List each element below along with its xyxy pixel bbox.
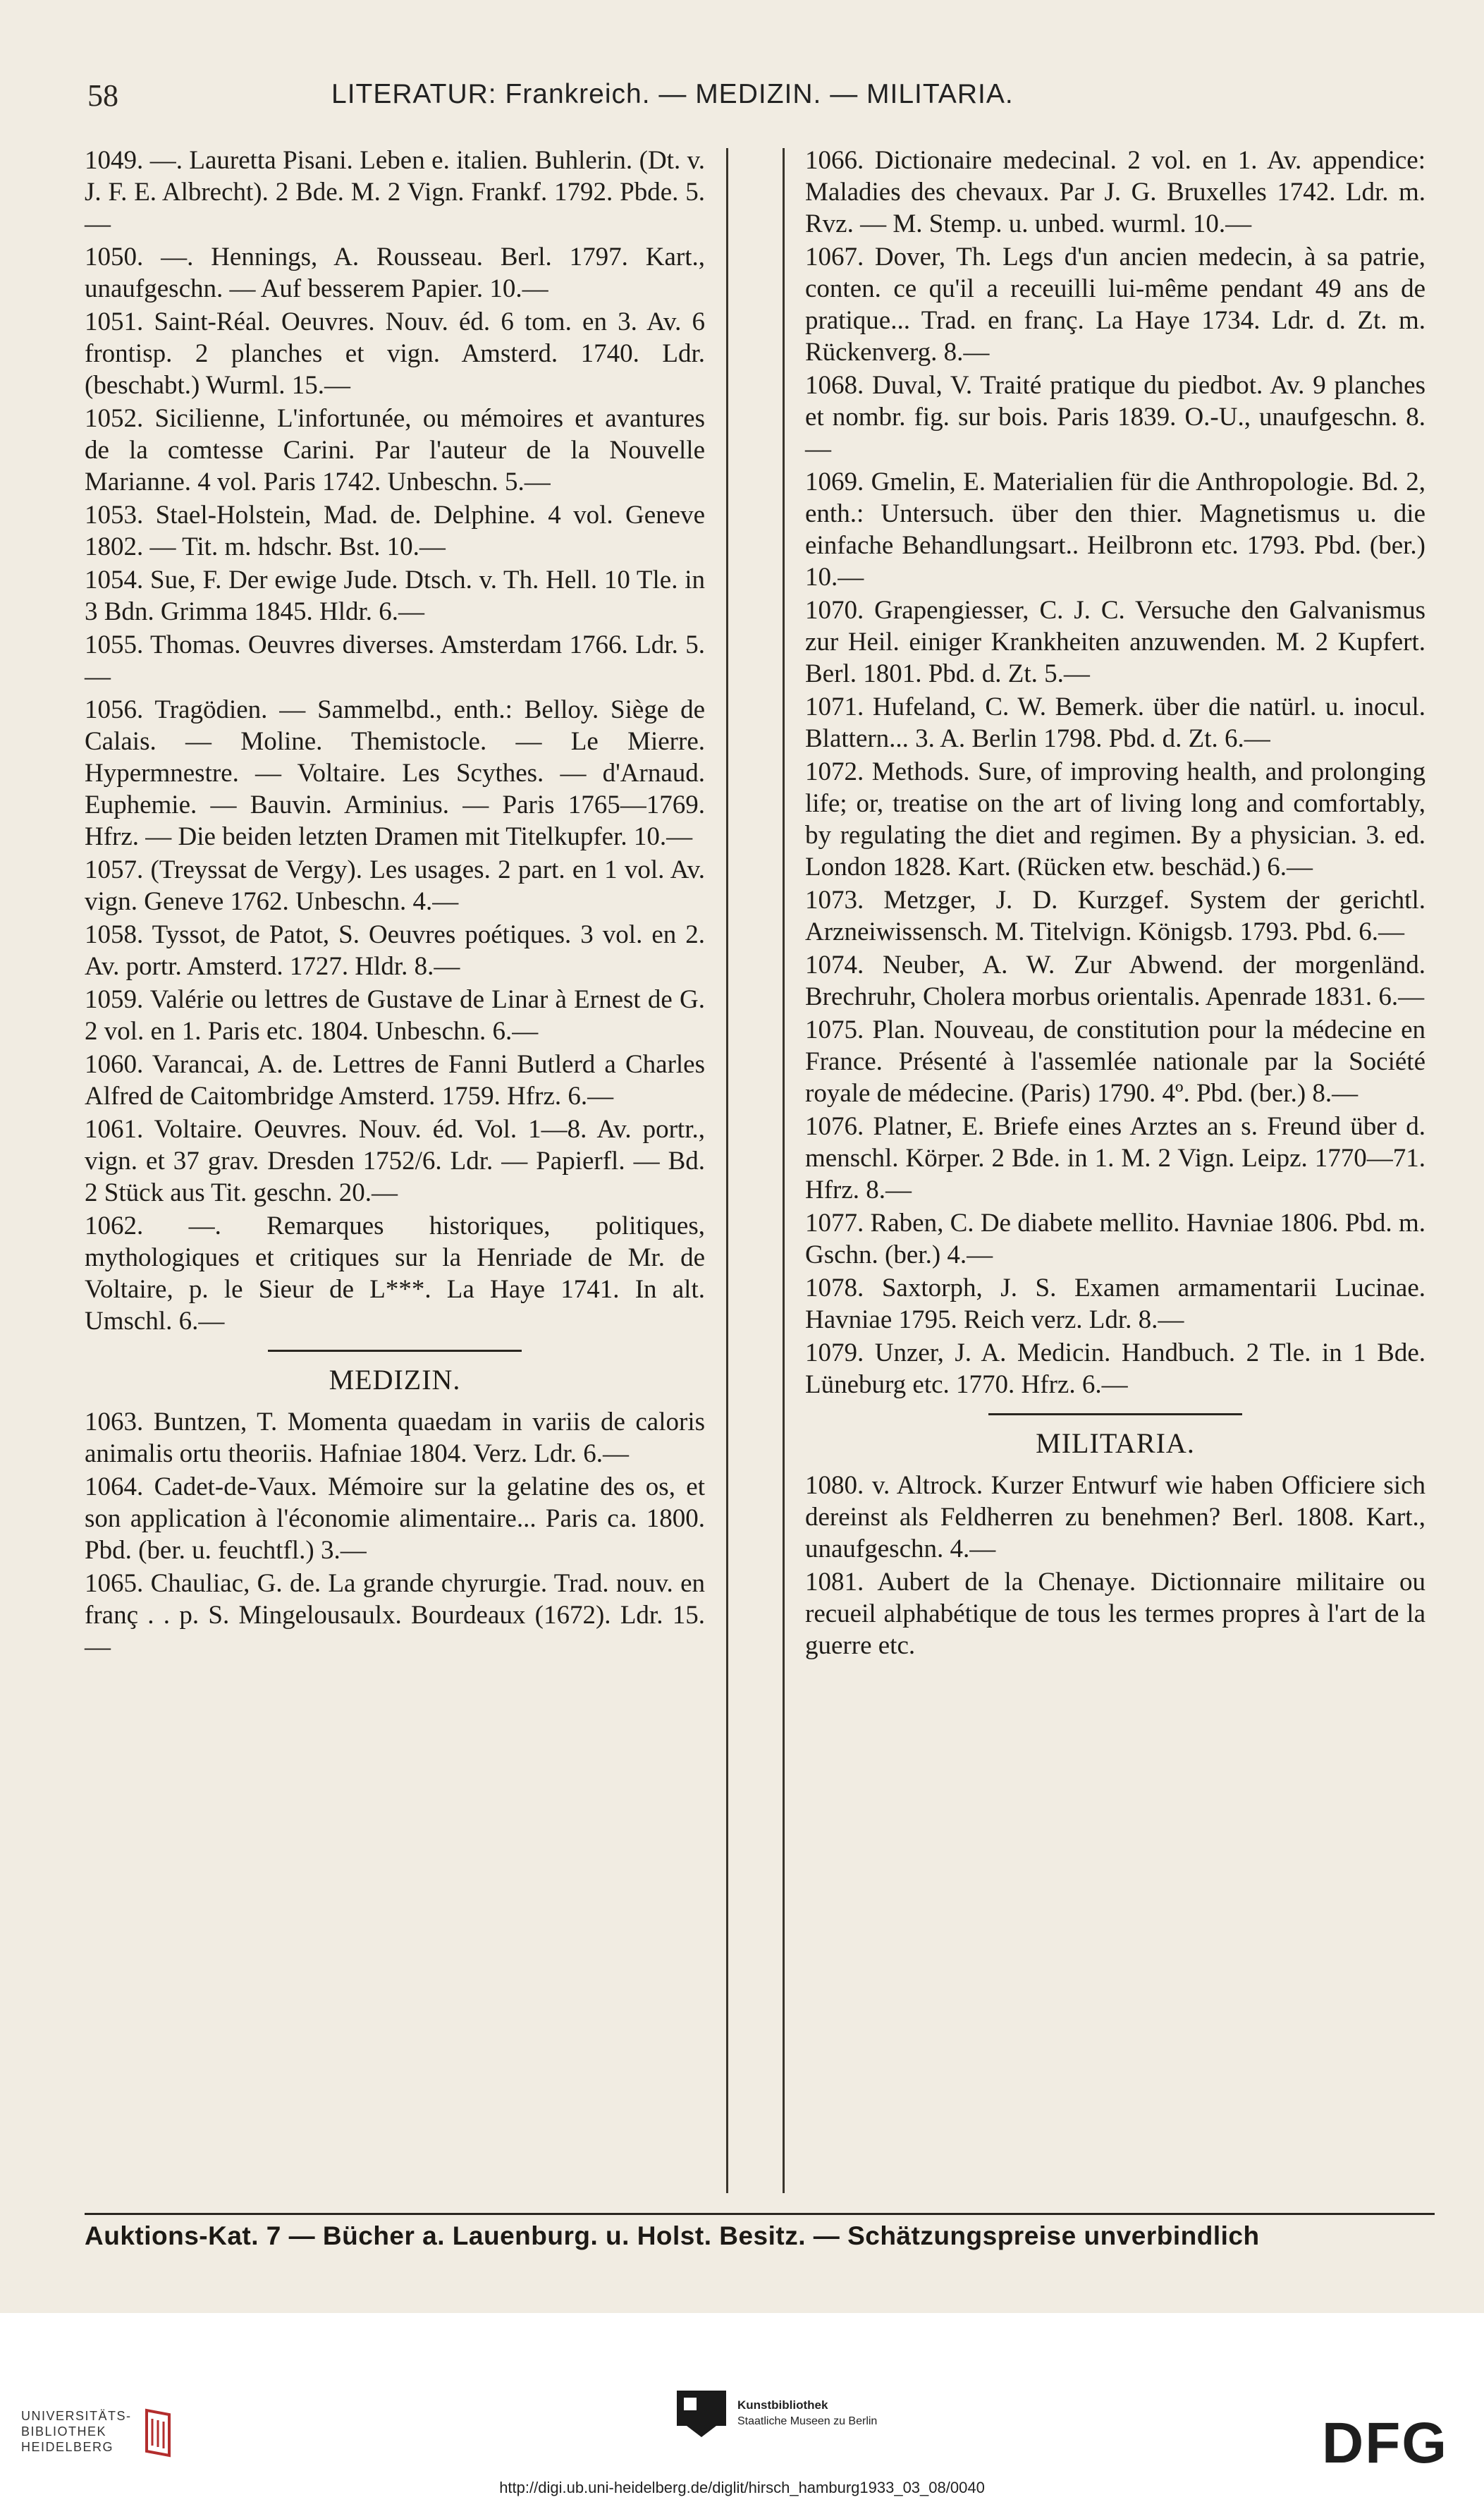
entry-number: 1061. xyxy=(85,1115,154,1144)
entry-number: 1056. xyxy=(85,695,155,724)
catalog-entry xyxy=(805,1470,1425,1565)
page-number: 58 xyxy=(87,78,118,113)
entry-number: 1073. xyxy=(805,886,884,915)
catalog-entry xyxy=(805,145,1425,240)
right-column xyxy=(805,145,1425,2239)
section-divider xyxy=(988,1413,1242,1415)
entry-text: Methods. Sure, of improving health, and prolonging life; or, treatise on the art of living long and comfortably, by regulating the diet and regimen. By a physician. 3. ed. London 1828. Kart. (Rücken etw. beschäd.) 6.— xyxy=(805,757,1425,881)
entry-number: 1059. xyxy=(85,985,150,1014)
kunstbibliothek-subtitle: Staatliche Museen zu Berlin xyxy=(737,2415,878,2427)
literature-entries xyxy=(85,145,705,1337)
entry-text: v. Altrock. Kurzer Entwurf wie haben Officiere sich dereinst als Feldherren zu benehmen? Berl. 1808. Kart., unaufgeschn. 4.— xyxy=(805,1471,1425,1563)
entry-text: Cadet-de-Vaux. Mémoire sur la gelatine des os, et son application à l'économie alimentaire... Paris ca. 1800. Pbd. (ber. u. feuchtfl.) 3.— xyxy=(85,1472,705,1565)
entry-number: 1053. xyxy=(85,501,156,530)
page-header xyxy=(78,78,1431,120)
catalog-entry xyxy=(805,691,1425,755)
entry-number: 1070. xyxy=(805,596,875,625)
militaria-heading: MILITARIA. xyxy=(1036,1427,1195,1459)
entry-number: 1069. xyxy=(805,468,871,496)
entry-number: 1064. xyxy=(85,1472,154,1501)
entry-text: Sicilienne, L'infortunée, ou mémoires et avantures de la comtesse Carini. Par l'auteur de la Nouvelle Marianne. 4 vol. Paris 1742. Unbeschn. 5.— xyxy=(85,404,705,496)
ub-heidelberg-logo-text xyxy=(21,2408,132,2455)
entry-text: Tyssot, de Patot, S. Oeuvres poétiques. 3 vol. en 2. Av. portr. Amsterd. 1727. Hldr. 8.— xyxy=(85,920,705,981)
catalog-entry xyxy=(805,466,1425,593)
entry-number: 1052. xyxy=(85,404,155,433)
entry-text: Platner, E. Briefe eines Arztes an s. Freund über d. menschl. Körper. 2 Bde. in 1. M. 2 Vign. Leipz. 1770—71. Hfrz. 8.— xyxy=(805,1112,1425,1204)
catalog-entry xyxy=(85,403,705,498)
catalog-entry xyxy=(85,984,705,1047)
ub-logo-line: UNIVERSITÄTS- xyxy=(21,2409,132,2423)
catalog-entry xyxy=(85,694,705,853)
entry-number: 1063. xyxy=(85,1408,154,1436)
medizin-entries-right xyxy=(805,145,1425,1400)
left-column xyxy=(85,145,705,2239)
entry-text: Voltaire. Oeuvres. Nouv. éd. Vol. 1—8. Av. portr., vign. et 37 grav. Dresden 1752/6. Ldr. — Papierfl. — Bd. 2 Stück aus Tit. geschn. 20.— xyxy=(85,1115,705,1207)
entry-text: Stael-Holstein, Mad. de. Delphine. 4 vol. Geneve 1802. — Tit. m. hdschr. Bst. 10.— xyxy=(85,501,706,561)
entry-number: 1065. xyxy=(85,1569,151,1598)
entry-text: Valérie ou lettres de Gustave de Linar à Ernest de G. 2 vol. en 1. Paris etc. 1804. Unbeschn. 6.— xyxy=(85,985,705,1046)
catalog-entry xyxy=(805,1566,1425,1661)
entry-number: 1072. xyxy=(805,757,872,786)
entry-number: 1066. xyxy=(805,146,875,175)
running-head: LITERATUR: Frankreich. — MEDIZIN. — MILITARIA. xyxy=(331,79,1014,109)
entry-text: Thomas. Oeuvres diverses. Amsterdam 1766. Ldr. 5.— xyxy=(85,630,705,691)
medizin-entries-left xyxy=(85,1406,705,1663)
catalog-entry xyxy=(805,756,1425,883)
entry-number: 1078. xyxy=(805,1274,882,1302)
catalog-entry xyxy=(805,1014,1425,1109)
entry-number: 1054. xyxy=(85,566,151,594)
ub-heidelberg-mark-icon xyxy=(141,2406,175,2460)
entry-text: Chauliac, G. de. La grande chyrurgie. Trad. nouv. en franç . . p. S. Mingelousaulx. Bourdeaux (1672). Ldr. 15.— xyxy=(85,1569,705,1661)
catalog-entry xyxy=(805,370,1425,465)
militaria-entries xyxy=(805,1470,1425,1661)
column-divider-right xyxy=(783,148,785,2193)
footer-divider xyxy=(85,2213,1435,2215)
entry-text: Duval, V. Traité pratique du piedbot. Av. 9 planches et nombr. fig. sur bois. Paris 1839. O.-U., unaufgeschn. 8.— xyxy=(805,371,1426,463)
entry-number: 1079. xyxy=(805,1338,875,1367)
entry-text: —. Lauretta Pisani. Leben e. italien. Buhlerin. (Dt. v. J. F. E. Albrecht). 2 Bde. M. 2 Vign. Frankf. 1792. Pbde. 5.— xyxy=(85,146,705,238)
catalog-entry xyxy=(85,564,705,628)
entry-number: 1071. xyxy=(805,692,873,721)
entry-text: Saxtorph, J. S. Examen armamentarii Lucinae. Havniae 1795. Reich verz. Ldr. 8.— xyxy=(805,1274,1425,1334)
entry-number: 1076. xyxy=(805,1112,873,1141)
entry-number: 1081. xyxy=(805,1568,878,1597)
catalog-entry xyxy=(805,1111,1425,1206)
entry-text: Gmelin, E. Materialien für die Anthropologie. Bd. 2, enth.: Untersuch. über den thier. Magnetismus u. die einfache Behandlungsart.. Heilbronn etc. 1793. Pbd. (ber.) 10.— xyxy=(805,468,1425,592)
entry-number: 1058. xyxy=(85,920,152,949)
catalog-entry xyxy=(85,241,705,305)
catalog-entry xyxy=(805,594,1425,690)
source-url[interactable]: http://digi.ub.uni-heidelberg.de/diglit/hirsch_hamburg1933_03_08/0040 xyxy=(499,2479,985,2496)
entry-text: Unzer, J. A. Medicin. Handbuch. 2 Tle. in 1 Bde. Lüneburg etc. 1770. Hfrz. 6.— xyxy=(805,1338,1425,1399)
catalog-entry xyxy=(85,145,705,240)
entry-text: Dictionaire medecinal. 2 vol. en 1. Av. appendice: Maladies des chevaux. Par J. G. Bruxelles 1742. Ldr. m. Rvz. — M. Stemp. u. unbed. wurml. 10.— xyxy=(805,146,1426,238)
entry-number: 1057. xyxy=(85,855,151,884)
entry-text: Plan. Nouveau, de constitution pour la médecine en France. Présenté à l'assemlée nationale par la Société royale de médecine. (Paris) 1790. 4º. Pbd. (ber.) 8.— xyxy=(805,1015,1426,1108)
catalog-entry xyxy=(85,499,705,563)
catalog-entry xyxy=(85,1406,705,1470)
footer-line: Auktions-Kat. 7 — Bücher a. Lauenburg. u. Holst. Besitz. — Schätzungspreise unverbindlich xyxy=(85,2221,1260,2250)
entry-text: Grapengiesser, C. J. C. Versuche den Galvanismus zur Heil. einiger Krankheiten anzuwenden. M. 2 Kupfert. Berl. 1801. Pbd. d. Zt. 5.— xyxy=(805,596,1426,688)
entry-text: Buntzen, T. Momenta quaedam in variis de caloris animalis ortu theoriis. Hafniae 1804. Verz. Ldr. 6.— xyxy=(85,1408,705,1468)
dfg-logo: DFG xyxy=(1322,2411,1449,2475)
entry-text: —. Hennings, A. Rousseau. Berl. 1797. Kart., unaufgeschn. — Auf besserem Papier. 10.— xyxy=(85,243,705,303)
medizin-heading: MEDIZIN. xyxy=(329,1364,461,1396)
entry-number: 1060. xyxy=(85,1050,152,1079)
catalog-entry xyxy=(805,1272,1425,1336)
catalog-entry xyxy=(805,949,1425,1013)
column-divider-left xyxy=(726,148,728,2193)
entry-number: 1077. xyxy=(805,1209,871,1238)
ub-logo-line: HEIDELBERG xyxy=(21,2440,114,2454)
kunstbibliothek-logo-icon xyxy=(677,2391,726,2437)
entry-text: Varancai, A. de. Lettres de Fanni Butlerd a Charles Alfred de Caitombridge Amsterd. 1759. Hfrz. 6.— xyxy=(85,1050,705,1111)
entry-text: Hufeland, C. W. Bemerk. über die natürl. u. inocul. Blattern... 3. A. Berlin 1798. Pbd. d. Zt. 6.— xyxy=(805,692,1426,753)
catalog-entry xyxy=(85,1210,705,1337)
catalog-entry xyxy=(85,306,705,401)
entry-number: 1074. xyxy=(805,951,883,980)
entry-number: 1050. xyxy=(85,243,161,271)
entry-number: 1051. xyxy=(85,307,154,336)
catalog-entry xyxy=(805,241,1425,368)
catalog-entry xyxy=(85,1113,705,1209)
catalog-entry xyxy=(805,1337,1425,1400)
entry-text: Neuber, A. W. Zur Abwend. der morgenländ. Brechruhr, Cholera morbus orientalis. Apenrade 1831. 6.— xyxy=(805,951,1425,1011)
logo-strip xyxy=(0,2327,1484,2475)
catalog-entry xyxy=(85,629,705,692)
kunstbibliothek-text xyxy=(737,2398,877,2429)
entry-text: Raben, C. De diabete mellito. Havniae 1806. Pbd. m. Gschn. (ber.) 4.— xyxy=(805,1209,1425,1269)
entry-number: 1075. xyxy=(805,1015,873,1044)
catalog-entry xyxy=(85,1568,705,1663)
ub-logo-line: BIBLIOTHEK xyxy=(21,2424,107,2439)
entry-text: Saint-Réal. Oeuvres. Nouv. éd. 6 tom. en 3. Av. 6 frontisp. 2 planches et vign. Amsterd. 1740. Ldr. (beschabt.) Wurml. 15.— xyxy=(85,307,705,400)
catalog-entry xyxy=(805,884,1425,948)
entry-text: Aubert de la Chenaye. Dictionnaire militaire ou recueil alphabétique de tous les termes propres à l'art de la guerre etc. xyxy=(805,1568,1425,1660)
kunstbibliothek-title: Kunstbibliothek xyxy=(737,2398,828,2412)
entry-text: —. Remarques historiques, politiques, mythologiques et critiques sur la Henriade de Mr. de Voltaire, p. le Sieur de L***. La Haye 1741. In alt. Umschl. 6.— xyxy=(85,1212,705,1336)
catalog-entry xyxy=(85,854,705,917)
entry-number: 1049. xyxy=(85,146,150,175)
entry-text: Tragödien. — Sammelbd., enth.: Belloy. Siège de Calais. — Moline. Themistocle. — Le Mierre. Hypermnestre. — Voltaire. Les Scythes. — d'Arnaud. Euphemie. — Bauvin. Arminius. — Paris 1765—1769. Hfrz. — Die beiden letzten Dramen mit Titelkupfer. 10.— xyxy=(85,695,705,851)
entry-text: Dover, Th. Legs d'un ancien medecin, à sa patrie, conten. ce qu'il a receuilli lui-même pendant 49 ans de pratique... Trad. en franç. La Haye 1734. Ldr. d. Zt. m. Rückenverg. 8.— xyxy=(805,243,1425,367)
entry-number: 1080. xyxy=(805,1471,872,1500)
entry-text: Sue, F. Der ewige Jude. Dtsch. v. Th. Hell. 10 Tle. in 3 Bdn. Grimma 1845. Hldr. 6.— xyxy=(85,566,706,626)
catalog-entry xyxy=(85,919,705,982)
catalog-entry xyxy=(805,1207,1425,1271)
section-divider xyxy=(268,1350,522,1352)
catalog-entry xyxy=(85,1471,705,1566)
entry-number: 1068. xyxy=(805,371,873,400)
entry-number: 1067. xyxy=(805,243,875,271)
entry-number: 1055. xyxy=(85,630,151,659)
entry-text: Metzger, J. D. Kurzgef. System der gerichtl. Arzneiwissensch. M. Titelvign. Königsb. 1793. Pbd. 6.— xyxy=(805,886,1425,946)
catalog-entry xyxy=(85,1049,705,1112)
entry-number: 1062. xyxy=(85,1212,189,1240)
entry-text: (Treyssat de Vergy). Les usages. 2 part. en 1 vol. Av. vign. Geneve 1762. Unbeschn. 4.— xyxy=(85,855,705,916)
